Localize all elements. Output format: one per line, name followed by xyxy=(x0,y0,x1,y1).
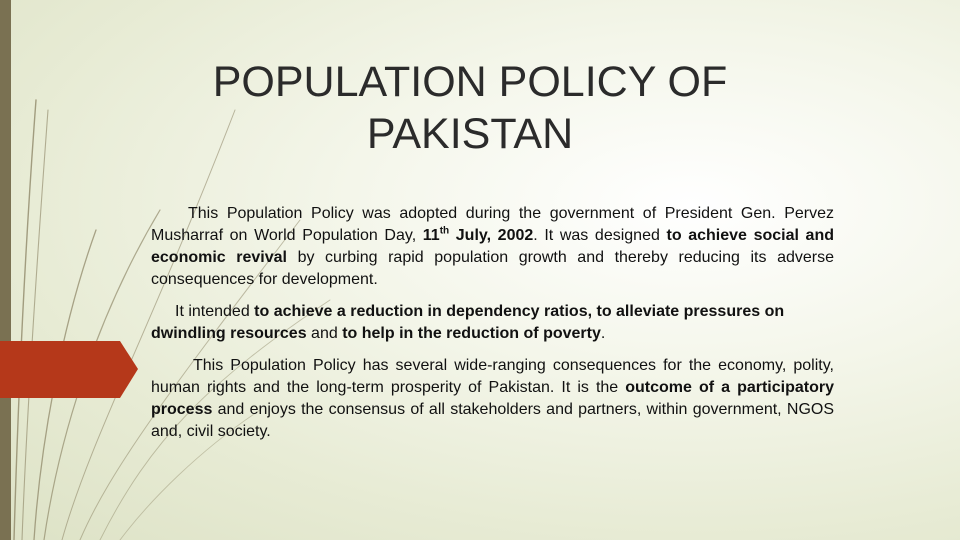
p1-text-2: . It was designed xyxy=(533,227,667,244)
paragraph-1 xyxy=(151,203,834,291)
p2-text-2: and xyxy=(306,325,343,342)
accent-arrow-tab xyxy=(0,341,138,398)
stroke-line xyxy=(22,110,48,540)
p1-bold-date-day: 11 xyxy=(422,227,440,244)
p2-bold-1: to achieve a reduction in dependency ratios, to alleviate pressures on dwindling resources xyxy=(151,303,785,342)
p3-text-1: This Population Policy has several wide-ranging consequences for the economy, polity, human rights and the long-term prosperity of Pakistan. It is the xyxy=(151,357,834,396)
p1-text-1: This Population Policy was adopted during the government of President Gen. Pervez Musharraf on World Population Day, xyxy=(151,205,834,244)
paragraph-3 xyxy=(151,355,834,443)
p1-superscript: th xyxy=(439,225,450,237)
p2-text-1: It intended xyxy=(175,303,255,320)
p1-bold-goal: to achieve social and economic revival xyxy=(151,227,834,266)
p1-bold-date-rest: July, 2002 xyxy=(449,227,534,244)
slide-title xyxy=(120,56,820,160)
p2-text-3: . xyxy=(600,325,606,342)
title-line-2: PAKISTAN xyxy=(366,110,574,158)
p3-bold-1: outcome of a participatory process xyxy=(151,379,834,418)
p1-text-3: by curbing rapid population growth and thereby reducing its adverse consequences for development. xyxy=(151,249,834,288)
p3-text-2: and enjoys the consensus of all stakeholders and partners, within government, NGOS and, civil society. xyxy=(151,401,834,440)
paragraph-2 xyxy=(151,301,834,345)
p2-bold-2: to help in the reduction of poverty xyxy=(342,325,601,342)
title-line-1: POPULATION POLICY OF xyxy=(212,58,728,106)
slide-body xyxy=(151,203,834,453)
